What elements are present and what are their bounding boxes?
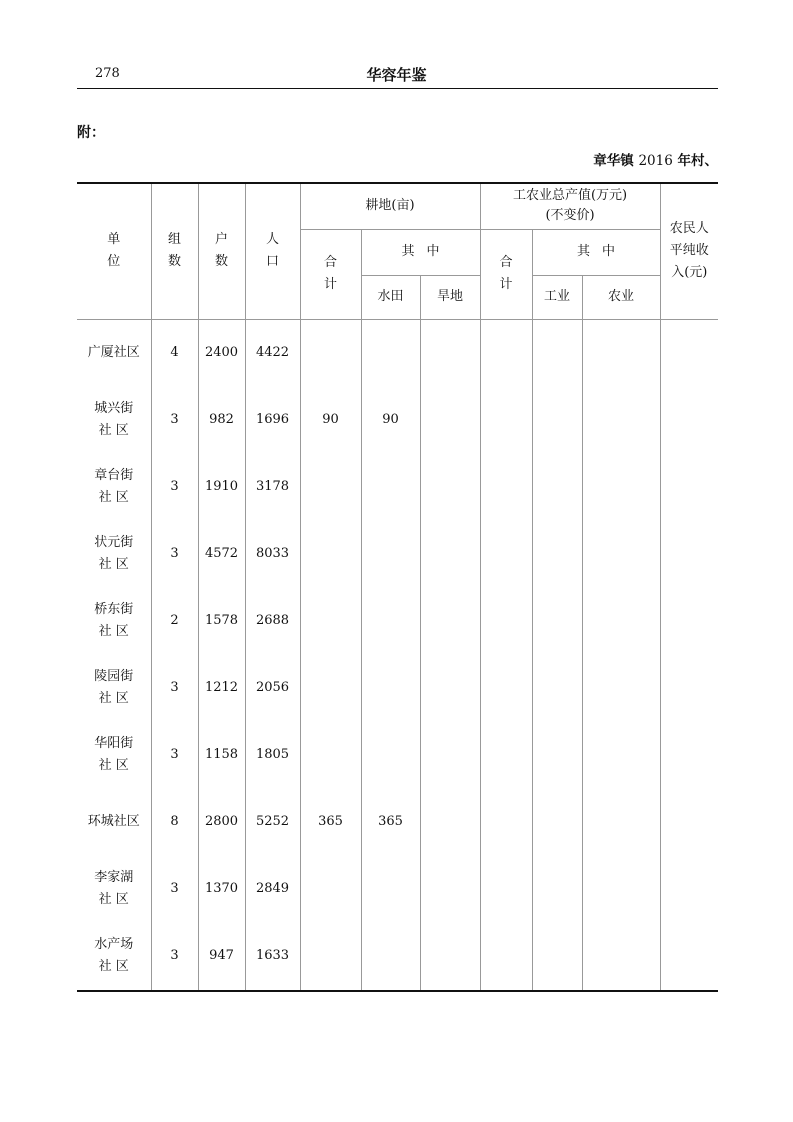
table-row bbox=[77, 588, 718, 655]
table-row bbox=[77, 319, 718, 387]
cell-agriculture bbox=[582, 521, 660, 588]
cell-agriculture bbox=[582, 454, 660, 521]
cell-unit: 环城社区 bbox=[77, 789, 151, 856]
cell-farmland-total: 90 bbox=[300, 387, 361, 454]
cell-income bbox=[660, 923, 718, 991]
cell-farmland-total bbox=[300, 588, 361, 655]
cell-farmland-total bbox=[300, 722, 361, 789]
cell-industry bbox=[532, 722, 582, 789]
table-row bbox=[77, 789, 718, 856]
cell-industry bbox=[532, 655, 582, 722]
header-population: 人口 bbox=[245, 183, 300, 319]
cell-industry bbox=[532, 923, 582, 991]
header-output bbox=[480, 183, 660, 229]
cell-paddy bbox=[361, 923, 420, 991]
cell-agriculture bbox=[582, 655, 660, 722]
page-number: 278 bbox=[95, 66, 120, 81]
cell-paddy bbox=[361, 319, 420, 387]
cell-households: 2400 bbox=[198, 319, 245, 387]
cell-paddy bbox=[361, 454, 420, 521]
cell-groups: 3 bbox=[151, 655, 198, 722]
cell-industry bbox=[532, 856, 582, 923]
cell-households: 982 bbox=[198, 387, 245, 454]
header-output-title: 工农业总产值(万元) bbox=[512, 188, 628, 204]
cell-population: 1633 bbox=[245, 923, 300, 991]
cell-industry bbox=[532, 789, 582, 856]
book-title: 华容年鉴 bbox=[366, 66, 427, 84]
cell-population: 5252 bbox=[245, 789, 300, 856]
caption-suffix: 年村、 bbox=[677, 153, 718, 169]
header-output-note: (不变价) bbox=[545, 208, 595, 224]
cell-households: 1158 bbox=[198, 722, 245, 789]
cell-dryland bbox=[420, 521, 480, 588]
cell-unit: 章台街 社 区 bbox=[77, 454, 151, 521]
header-farmland-of-which: 其中 bbox=[361, 229, 480, 275]
header-farmland: 耕地(亩) bbox=[300, 183, 480, 229]
cell-groups: 2 bbox=[151, 588, 198, 655]
cell-paddy: 90 bbox=[361, 387, 420, 454]
cell-population: 2849 bbox=[245, 856, 300, 923]
cell-output-total bbox=[480, 923, 532, 991]
cell-dryland bbox=[420, 722, 480, 789]
cell-dryland bbox=[420, 588, 480, 655]
table-row bbox=[77, 722, 718, 789]
cell-unit: 桥东街 社 区 bbox=[77, 588, 151, 655]
cell-industry bbox=[532, 387, 582, 454]
header-output-of-which: 其中 bbox=[532, 229, 660, 275]
caption-year: 2016 bbox=[638, 153, 673, 169]
cell-groups: 3 bbox=[151, 923, 198, 991]
cell-households: 1212 bbox=[198, 655, 245, 722]
table-row bbox=[77, 655, 718, 722]
cell-agriculture bbox=[582, 923, 660, 991]
cell-farmland-total: 365 bbox=[300, 789, 361, 856]
cell-unit: 陵园街 社 区 bbox=[77, 655, 151, 722]
cell-output-total bbox=[480, 722, 532, 789]
cell-income bbox=[660, 789, 718, 856]
cell-paddy bbox=[361, 722, 420, 789]
cell-paddy bbox=[361, 588, 420, 655]
cell-output-total bbox=[480, 655, 532, 722]
cell-income bbox=[660, 387, 718, 454]
cell-agriculture bbox=[582, 588, 660, 655]
header-output-total: 合计 bbox=[480, 229, 532, 319]
cell-unit: 城兴街 社 区 bbox=[77, 387, 151, 454]
cell-income bbox=[660, 588, 718, 655]
header-dryland: 旱地 bbox=[420, 275, 480, 319]
cell-dryland bbox=[420, 319, 480, 387]
cell-groups: 8 bbox=[151, 789, 198, 856]
cell-agriculture bbox=[582, 856, 660, 923]
cell-output-total bbox=[480, 789, 532, 856]
cell-farmland-total bbox=[300, 655, 361, 722]
cell-households: 4572 bbox=[198, 521, 245, 588]
header-agriculture: 农业 bbox=[582, 275, 660, 319]
table-row bbox=[77, 923, 718, 991]
cell-paddy bbox=[361, 521, 420, 588]
cell-population: 1805 bbox=[245, 722, 300, 789]
cell-dryland bbox=[420, 789, 480, 856]
cell-unit: 广厦社区 bbox=[77, 319, 151, 387]
cell-output-total bbox=[480, 521, 532, 588]
cell-unit: 华阳街 社 区 bbox=[77, 722, 151, 789]
caption-prefix: 章华镇 bbox=[593, 153, 634, 169]
cell-industry bbox=[532, 319, 582, 387]
header-paddy: 水田 bbox=[361, 275, 420, 319]
cell-output-total bbox=[480, 454, 532, 521]
cell-output-total bbox=[480, 387, 532, 454]
header-farmland-total: 合计 bbox=[300, 229, 361, 319]
cell-population: 2056 bbox=[245, 655, 300, 722]
header-industry: 工业 bbox=[532, 275, 582, 319]
cell-groups: 3 bbox=[151, 722, 198, 789]
header-rule bbox=[77, 88, 718, 89]
cell-income bbox=[660, 856, 718, 923]
cell-population: 1696 bbox=[245, 387, 300, 454]
cell-households: 1910 bbox=[198, 454, 245, 521]
cell-dryland bbox=[420, 856, 480, 923]
table-row bbox=[77, 521, 718, 588]
appendix-label: 附： bbox=[77, 125, 105, 141]
cell-agriculture bbox=[582, 387, 660, 454]
cell-farmland-total bbox=[300, 454, 361, 521]
cell-population: 3178 bbox=[245, 454, 300, 521]
cell-groups: 4 bbox=[151, 319, 198, 387]
cell-households: 1578 bbox=[198, 588, 245, 655]
cell-dryland bbox=[420, 454, 480, 521]
cell-groups: 3 bbox=[151, 521, 198, 588]
cell-farmland-total bbox=[300, 319, 361, 387]
cell-farmland-total bbox=[300, 923, 361, 991]
cell-output-total bbox=[480, 319, 532, 387]
cell-groups: 3 bbox=[151, 387, 198, 454]
header-households: 户数 bbox=[198, 183, 245, 319]
cell-farmland-total bbox=[300, 521, 361, 588]
cell-output-total bbox=[480, 856, 532, 923]
cell-paddy: 365 bbox=[361, 789, 420, 856]
cell-dryland bbox=[420, 923, 480, 991]
cell-paddy bbox=[361, 856, 420, 923]
cell-industry bbox=[532, 588, 582, 655]
cell-income bbox=[660, 521, 718, 588]
cell-dryland bbox=[420, 387, 480, 454]
cell-industry bbox=[532, 521, 582, 588]
cell-groups: 3 bbox=[151, 454, 198, 521]
statistics-table bbox=[77, 182, 718, 992]
cell-farmland-total bbox=[300, 856, 361, 923]
header-income: 农民人平纯收入(元) bbox=[660, 183, 718, 319]
header-unit: 单位 bbox=[77, 183, 151, 319]
cell-population: 2688 bbox=[245, 588, 300, 655]
table-row bbox=[77, 387, 718, 454]
cell-households: 947 bbox=[198, 923, 245, 991]
cell-income bbox=[660, 319, 718, 387]
cell-output-total bbox=[480, 588, 532, 655]
cell-population: 8033 bbox=[245, 521, 300, 588]
table-row bbox=[77, 454, 718, 521]
cell-dryland bbox=[420, 655, 480, 722]
cell-households: 2800 bbox=[198, 789, 245, 856]
cell-income bbox=[660, 722, 718, 789]
cell-paddy bbox=[361, 655, 420, 722]
table-caption bbox=[593, 149, 718, 169]
header-groups: 组数 bbox=[151, 183, 198, 319]
table-row bbox=[77, 856, 718, 923]
cell-unit: 李家湖 社 区 bbox=[77, 856, 151, 923]
cell-unit: 状元街 社 区 bbox=[77, 521, 151, 588]
cell-income bbox=[660, 655, 718, 722]
cell-households: 1370 bbox=[198, 856, 245, 923]
cell-groups: 3 bbox=[151, 856, 198, 923]
cell-population: 4422 bbox=[245, 319, 300, 387]
cell-income bbox=[660, 454, 718, 521]
cell-agriculture bbox=[582, 789, 660, 856]
cell-industry bbox=[532, 454, 582, 521]
cell-unit: 水产场 社 区 bbox=[77, 923, 151, 991]
cell-agriculture bbox=[582, 319, 660, 387]
cell-agriculture bbox=[582, 722, 660, 789]
